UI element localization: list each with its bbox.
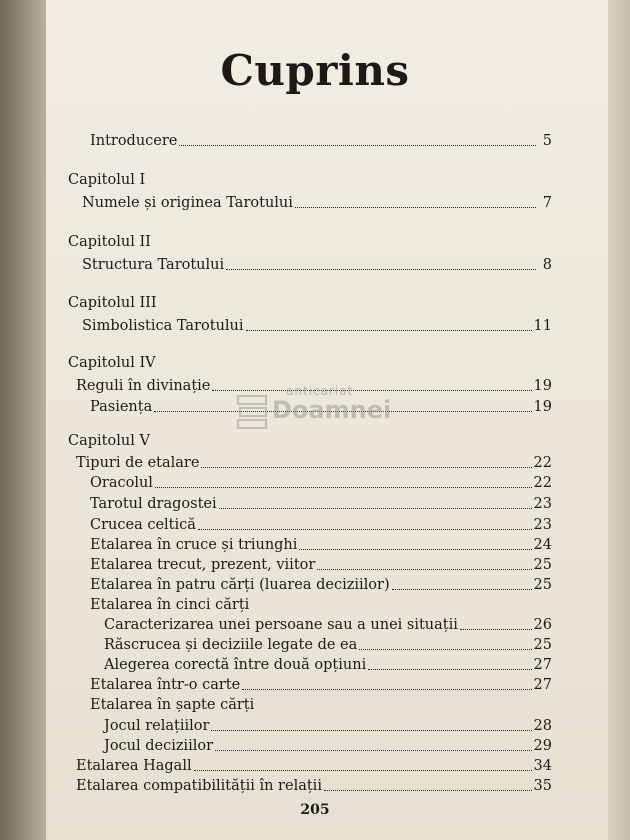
toc-leader-dots xyxy=(324,789,532,791)
toc-leader-dots xyxy=(246,329,532,331)
toc-entry-page: 29 xyxy=(533,738,552,754)
toc-entry xyxy=(90,575,552,595)
book-stack-icon xyxy=(236,392,270,436)
chapter-heading: Capitolul V xyxy=(68,433,150,449)
toc-leader-dots xyxy=(194,769,532,771)
toc-leader-dots xyxy=(179,144,536,146)
toc-entry-label: Alegerea corectă între două opțiuni xyxy=(104,657,367,673)
toc-entry xyxy=(76,776,552,796)
toc-entry-page: 7 xyxy=(542,195,552,211)
toc-leader-dots xyxy=(198,528,532,530)
toc-entry-label: Etalarea Hagall xyxy=(76,758,192,774)
toc-entry-label: Reguli în divinație xyxy=(76,378,211,394)
toc-entry xyxy=(90,675,552,695)
toc-entry-label: Oracolul xyxy=(90,475,153,491)
toc-entry xyxy=(90,494,552,514)
chapter-heading: Capitolul II xyxy=(68,234,151,250)
toc-entry-label: Pasiența xyxy=(90,399,153,415)
toc-leader-dots xyxy=(219,507,532,509)
toc-entry xyxy=(104,655,552,675)
watermark-top: anticariat xyxy=(286,384,354,398)
toc-entry xyxy=(90,515,552,535)
toc-entry-label: Jocul relațiilor xyxy=(104,718,210,734)
toc-leader-dots xyxy=(368,668,531,670)
toc-entry-label: Etalarea într-o carte xyxy=(90,677,241,693)
toc-entry-page: 11 xyxy=(533,318,552,334)
chapter-heading: Capitolul I xyxy=(68,172,146,188)
toc-entry xyxy=(82,193,552,213)
toc-leader-dots xyxy=(392,588,532,590)
toc-entry-page: 28 xyxy=(533,718,552,734)
toc-entry-label: Etalarea în șapte cărți xyxy=(90,697,255,713)
toc-leader-dots xyxy=(359,648,531,650)
watermark-main: Doamnei xyxy=(272,396,392,424)
toc-entry-page: 19 xyxy=(533,378,552,394)
toc-leader-dots xyxy=(242,688,531,690)
toc-entry-label: Etalarea în patru cărți (luarea deciziilor) xyxy=(90,577,390,593)
toc-leader-dots xyxy=(317,568,531,570)
toc-entry-page: 23 xyxy=(533,517,552,533)
toc-entry xyxy=(104,615,552,635)
toc-entry-page: 23 xyxy=(533,496,552,512)
toc-entry-page: 22 xyxy=(533,475,552,491)
toc-leader-dots xyxy=(215,749,531,751)
toc-entry-label: Caracterizarea unei persoane sau a unei situații xyxy=(104,617,458,633)
toc-entry-page: 24 xyxy=(533,537,552,553)
toc-entry-label: Etalarea în cinci cărți xyxy=(90,597,250,613)
toc-entry xyxy=(104,635,552,655)
toc-entry-page: 22 xyxy=(533,455,552,471)
toc-entry-page: 19 xyxy=(533,399,552,415)
toc-entry-label: Simbolistica Tarotului xyxy=(82,318,244,334)
toc-entry xyxy=(104,716,552,736)
book-edge-right xyxy=(608,0,630,840)
book-gutter-shadow xyxy=(0,0,46,840)
toc-entry-label: Etalarea compatibilității în relații xyxy=(76,778,322,794)
chapter-heading: Capitolul IV xyxy=(68,355,156,371)
toc-entry-page: 8 xyxy=(542,257,552,273)
toc-leader-dots xyxy=(460,628,532,630)
toc-entry-introducere xyxy=(90,131,552,151)
toc-entry-page: 25 xyxy=(533,637,552,653)
toc-entry xyxy=(90,473,552,493)
toc-entry-page: 5 xyxy=(542,133,552,149)
toc-leader-dots xyxy=(299,548,531,550)
toc-entry-label: Numele și originea Tarotului xyxy=(82,195,293,211)
toc-entry xyxy=(76,453,552,473)
toc-entry-label: Răscrucea și deciziile legate de ea xyxy=(104,637,358,653)
toc-leader-dots xyxy=(226,268,536,270)
toc-entry-label: Jocul deciziilor xyxy=(104,738,214,754)
toc-leader-dots xyxy=(295,206,536,208)
page-number: 205 xyxy=(300,802,330,818)
toc-entry xyxy=(90,555,552,575)
toc-entry-page: 25 xyxy=(533,557,552,573)
toc-entry xyxy=(76,756,552,776)
toc-leader-dots xyxy=(155,486,532,488)
toc-leader-dots xyxy=(211,729,531,731)
toc-entry xyxy=(104,736,552,756)
chapter-heading: Capitolul III xyxy=(68,295,157,311)
toc-entry xyxy=(82,255,552,275)
toc-entry-page: 34 xyxy=(533,758,552,774)
toc-entry-label: Introducere xyxy=(90,133,178,149)
toc-entry-label: Crucea celtică xyxy=(90,517,196,533)
toc-entry-page: 35 xyxy=(533,778,552,794)
toc-entry-label: Tarotul dragostei xyxy=(90,496,217,512)
toc-entry-page: 27 xyxy=(533,677,552,693)
toc-entry xyxy=(82,316,552,336)
toc-entry-page: 26 xyxy=(533,617,552,633)
toc-entry xyxy=(90,535,552,555)
toc-entry-label: Etalarea în cruce și triunghi xyxy=(90,537,298,553)
toc-entry-label: Etalarea trecut, prezent, viitor xyxy=(90,557,316,573)
page-title: Cuprins xyxy=(220,46,410,95)
toc-leader-dots xyxy=(201,466,531,468)
toc-entry-label: Structura Tarotului xyxy=(82,257,225,273)
toc-entry-label: Tipuri de etalare xyxy=(76,455,200,471)
watermark-logo xyxy=(236,384,416,454)
toc-entry-page: 27 xyxy=(533,657,552,673)
toc-entry-page: 25 xyxy=(533,577,552,593)
